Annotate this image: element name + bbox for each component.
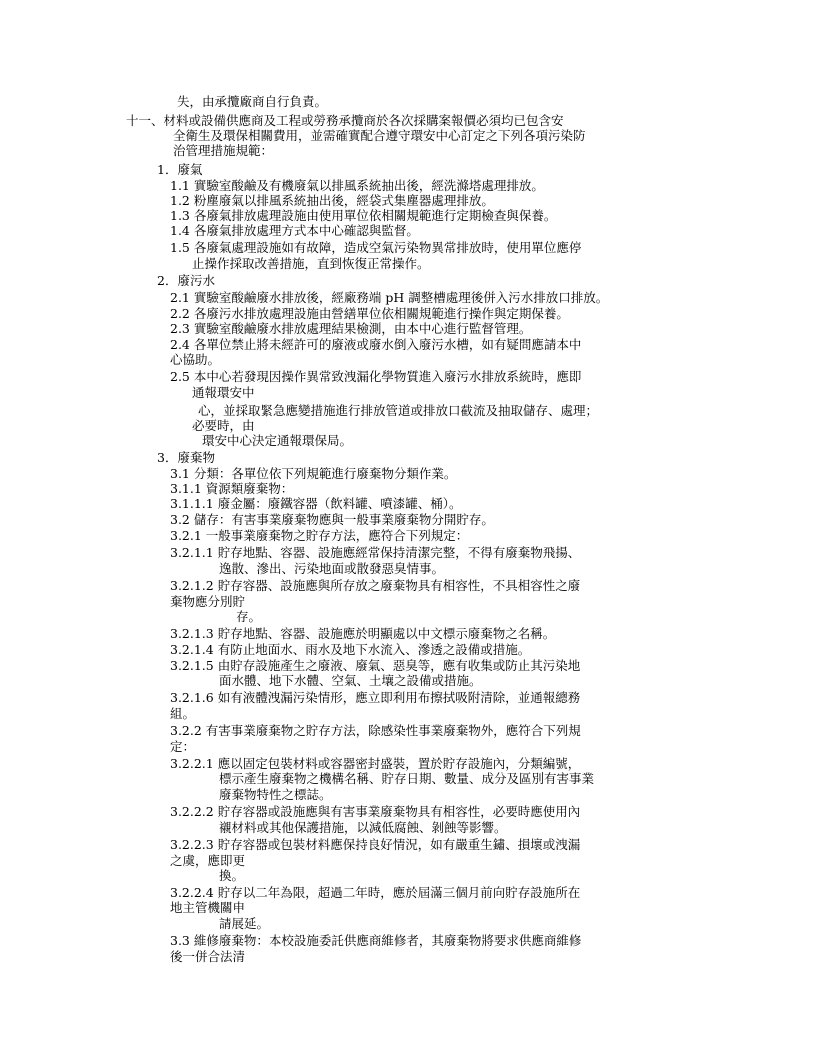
text-line: 面水體、地下水體、空氣、土壤之設備或措施。 — [219, 673, 482, 688]
text-line: 標示產生廢棄物之機構名稱、貯存日期、數量、成分及區別有害事業 — [219, 771, 595, 786]
section-heading: 十一、材料或設備供應商及工程或勞務承攬商於各次採購案報價必須均已包含安 — [126, 113, 564, 128]
text-line: 3.2.2.3 貯存容器或包裝材料應保持良好情況，如有嚴重生鏽、損壞或洩漏 — [170, 837, 581, 852]
text-line: 3.1.1.1 廢金屬：廢鐵容器（飲料罐、噴漆罐、桶）。 — [170, 496, 462, 511]
text-line: 地主管機關申 — [170, 900, 246, 915]
text-line: 治管理措施規範： — [173, 143, 274, 158]
text-line: 1.5 各廢氣處理設施如有故障，造成空氣污染物異常排放時，使用單位應停 — [170, 240, 582, 255]
text-line: 2.1 實驗室酸鹼廢水排放後，經廠務端 pH 調整槽處理後併入污水排放口排放。 — [170, 290, 609, 305]
text-line: 3.2.1.5 由貯存設施產生之廢液、廢氣、惡臭等，應有收集或防止其污染地 — [170, 658, 581, 673]
text-line: 止操作採取改善措施，直到恢復正常操作。 — [192, 256, 430, 271]
text-line: 3.1 分類：各單位依下列規範進行廢棄物分類作業。 — [170, 466, 457, 481]
text-line: 心協助。 — [170, 352, 221, 367]
text-line: 3.2.2.2 貯存容器或設施應與有害事業廢棄物具有相容性，必要時應使用內 — [170, 804, 581, 819]
text-line: 棄物應分別貯 — [170, 594, 246, 609]
text-line: 1.3 各廢氣排放處理設施由使用單位依相關規範進行定期檢查與保養。 — [170, 208, 557, 223]
text-line: 3.2.1.3 貯存地點、容器、設施應於明顯處以中文標示廢棄物之名稱。 — [170, 626, 556, 641]
text-line: 存。 — [236, 609, 262, 624]
text-line: 襯材料或其他保護措施，以減低腐蝕、剝蝕等影響。 — [219, 820, 507, 835]
text-line: 3.2.2.1 應以固定包裝材料或容器密封盛裝，置於貯存設施內，分類編號， — [170, 756, 581, 771]
text-line: 之虞，應即更 — [170, 853, 246, 868]
text-line: 定： — [170, 739, 196, 754]
text-line: 3.2.1 一般事業廢棄物之貯存方法，應符合下列規定： — [170, 528, 469, 543]
text-line: 3.2.1.4 有防止地面水、雨水及地下水流入、滲透之設備或措施。 — [170, 642, 531, 657]
text-line: 全衛生及環保相關費用，並需確實配合遵守環安中心訂定之下列各項污染防 — [173, 128, 586, 143]
text-line: 3.2.1.1 貯存地點、容器、設施應經常保持清潔完整，不得有廢棄物飛揚、 — [170, 545, 581, 560]
text-line: 1.1 實驗室酸鹼及有機廢氣以排風系統抽出後，經洗滌塔處理排放。 — [170, 178, 544, 193]
text-line: 3.2.2.4 貯存以二年為限，超過二年時，應於屆滿三個月前向貯存設施所在 — [170, 885, 581, 900]
text-line: 2.5 本中心若發現因操作異常致洩漏化學物質進入廢污水排放系統時，應即 — [170, 369, 582, 384]
text-line: 3.2.1.6 如有液體洩漏污染情形，應立即利用布擦拭吸附清除，並通報總務 — [170, 690, 581, 705]
text-line: 請展延。 — [219, 916, 270, 931]
text-line: 3.2 儲存：有害事業廢棄物應與一般事業廢棄物分開貯存。 — [170, 512, 494, 527]
text-line: 3.3 維修廢棄物：本校設施委託供應商維修者，其廢棄物將要求供應商維修 — [170, 933, 582, 948]
text-line: 心，並採取緊急應變措施進行排放管道或排放口截流及抽取儲存、處理； — [198, 403, 599, 418]
text-line: 廢棄物特性之標誌。 — [219, 787, 332, 802]
text-line: 3.1.1 資源類廢棄物： — [170, 481, 294, 496]
text-line: 3.2.2 有害事業廢棄物之貯存方法，除感染性事業廢棄物外，應符合下列規 — [170, 723, 581, 738]
text-line: 必要時，由 — [192, 418, 255, 433]
text-line: 1.2 粉塵廢氣以排風系統抽出後，經袋式集塵器處理排放。 — [170, 193, 494, 208]
text-line: 2.3 實驗室酸鹼廢水排放處理結果檢測，由本中心進行監督管理。 — [170, 321, 532, 336]
text-line: 組。 — [170, 706, 196, 721]
text-line: 失，由承攬廠商自行負責。 — [177, 94, 328, 109]
text-line: 1.4 各廢氣排放處理方式本中心確認與監督。 — [170, 223, 419, 238]
subsection-heading: 2．廢污水 — [157, 273, 215, 288]
subsection-heading: 1．廢氣 — [157, 162, 203, 177]
text-line: 3.2.1.2 貯存容器、設施應與所存放之廢棄物具有相容性，不具相容性之廢 — [170, 578, 581, 593]
subsection-heading: 3．廢棄物 — [157, 450, 215, 465]
text-line: 環安中心決定通報環保局。 — [202, 433, 353, 448]
text-line: 後一併合法清 — [170, 949, 246, 964]
text-line: 2.4 各單位禁止將未經許可的廢液或廢水倒入廢污水槽，如有疑問應請本中 — [170, 337, 582, 352]
text-line: 逸散、滲出、污染地面或散發惡臭情事。 — [219, 561, 445, 576]
text-line: 2.2 各廢污水排放處理設施由營繕單位依相關規範進行操作與定期保養。 — [170, 306, 569, 321]
text-line: 通報環安中 — [192, 385, 255, 400]
text-line: 換。 — [219, 868, 245, 883]
